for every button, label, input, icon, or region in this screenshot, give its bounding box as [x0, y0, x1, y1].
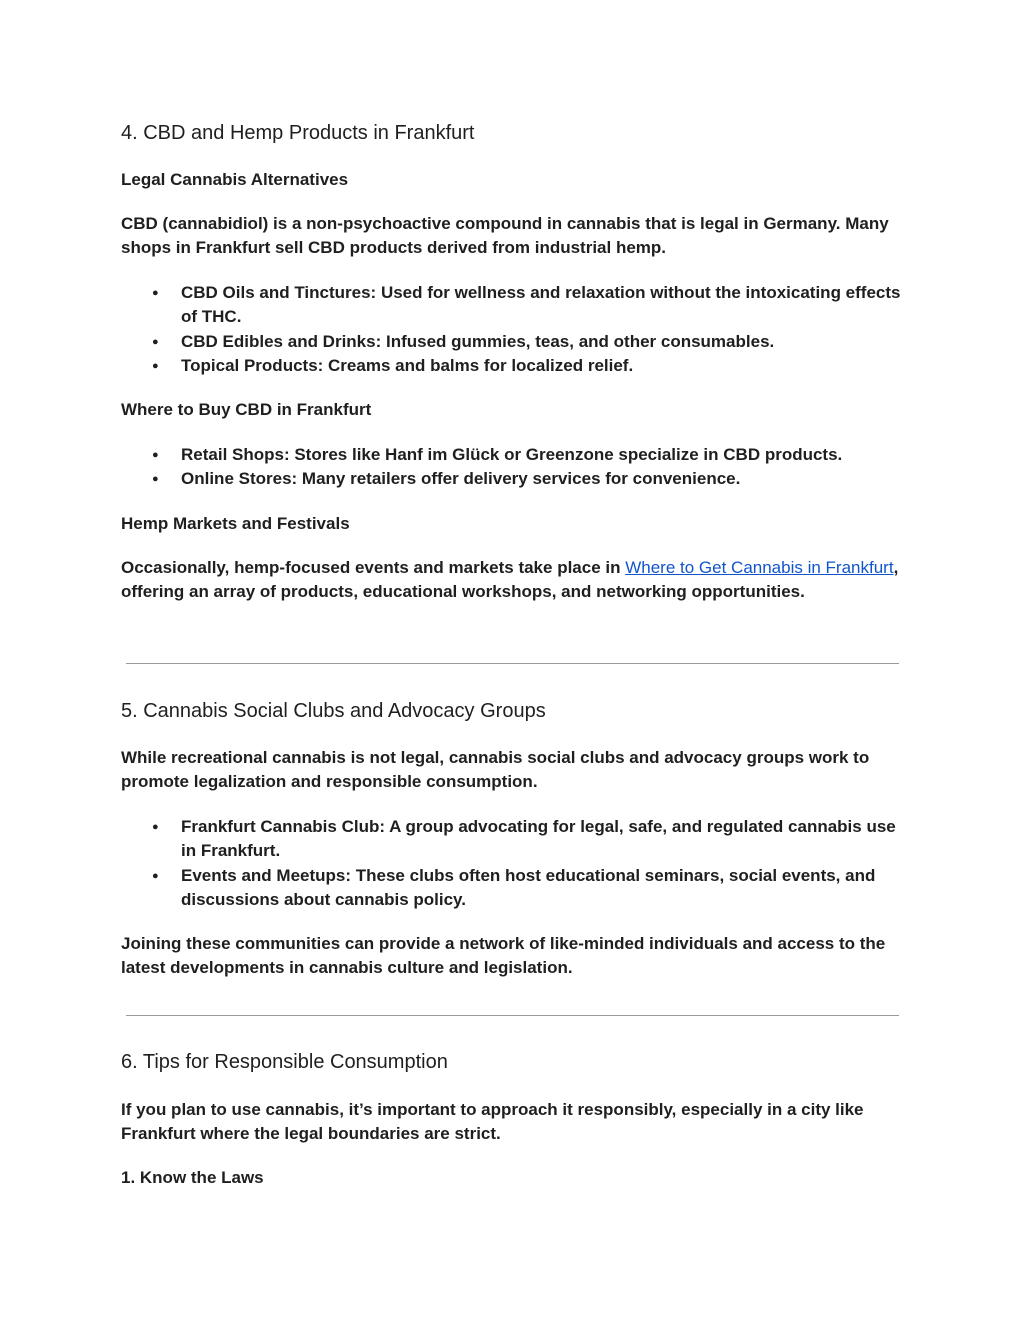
- where-to-buy-list: [121, 443, 903, 492]
- list-item: ● Retail Shops: Stores like Hanf im Glück or Greenzone specialize in CBD products.: [121, 443, 903, 467]
- section-heading-social-clubs: 5. Cannabis Social Clubs and Advocacy Groups: [121, 700, 546, 722]
- list-item: ● CBD Oils and Tinctures: Used for wellness and relaxation without the intoxicating effects of THC.: [121, 281, 903, 330]
- section-heading-responsible-consumption: 6. Tips for Responsible Consumption: [121, 1051, 448, 1073]
- markets-text-after: , offering an array of products, educational workshops, and networking opportunities.: [121, 558, 899, 602]
- section-heading-cbd-hemp: 4. CBD and Hemp Products in Frankfurt: [121, 122, 475, 144]
- tip-know-the-laws: 1. Know the Laws: [121, 1168, 264, 1187]
- cbd-products-list: [121, 281, 903, 378]
- subheading-legal-alternatives: Legal Cannabis Alternatives: [121, 170, 349, 189]
- list-item: ● Events and Meetups: These clubs often host educational seminars, social events, and discussions about cannabis policy.: [121, 864, 903, 913]
- subheading-where-to-buy: Where to Buy CBD in Frankfurt: [121, 400, 372, 419]
- hemp-markets-paragraph: [121, 556, 903, 605]
- social-clubs-list: [121, 815, 903, 912]
- horizontal-divider: [126, 1015, 899, 1016]
- subheading-hemp-markets: Hemp Markets and Festivals: [121, 514, 350, 533]
- horizontal-divider: [126, 663, 899, 664]
- social-clubs-intro-paragraph: While recreational cannabis is not legal, cannabis social clubs and advocacy groups work to promote legalization and responsible consumption.: [121, 748, 870, 792]
- list-item: ● Online Stores: Many retailers offer delivery services for convenience.: [121, 467, 903, 491]
- cannabis-frankfurt-link[interactable]: Where to Get Cannabis in Frankfurt: [625, 558, 894, 577]
- markets-text-before: Occasionally, hemp-focused events and markets take place in: [121, 558, 626, 577]
- list-item: ● CBD Edibles and Drinks: Infused gummies, teas, and other consumables.: [121, 330, 903, 354]
- list-item: ● Frankfurt Cannabis Club: A group advocating for legal, safe, and regulated cannabis use in Frankfurt.: [121, 815, 903, 864]
- cbd-intro-paragraph: CBD (cannabidiol) is a non-psychoactive compound in cannabis that is legal in Germany. Many shops in Frankfurt sell CBD products derived from industrial hemp.: [121, 214, 889, 258]
- list-item: ● Topical Products: Creams and balms for localized relief.: [121, 354, 903, 378]
- responsible-consumption-intro: If you plan to use cannabis, it’s important to approach it responsibly, especially in a city like Frankfurt where the legal boundaries are strict.: [121, 1100, 864, 1144]
- social-clubs-closing-paragraph: Joining these communities can provide a network of like-minded individuals and access to the latest developments in cannabis culture and legislation.: [121, 934, 886, 978]
